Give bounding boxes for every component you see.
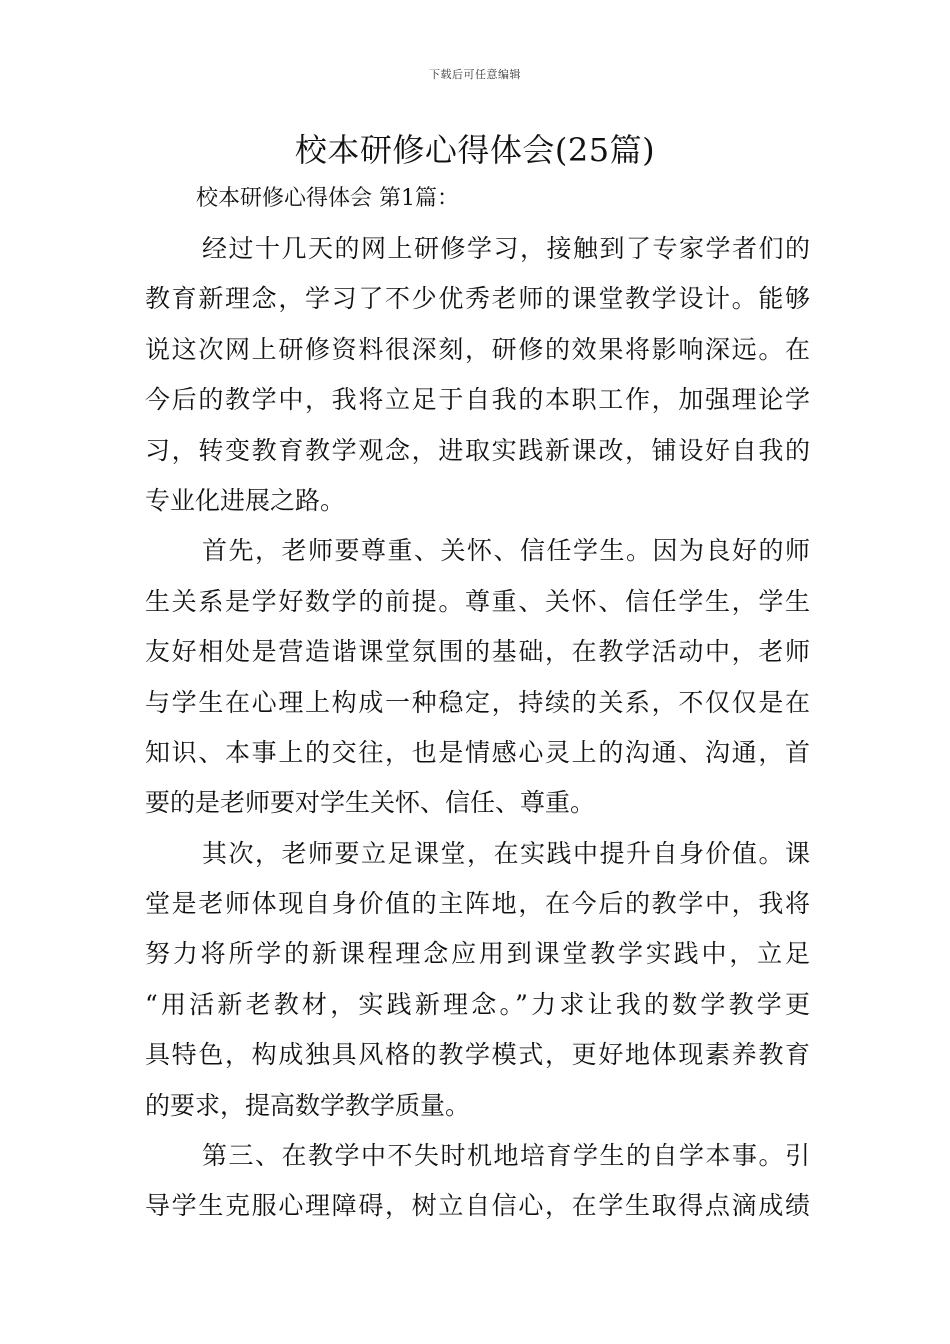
paragraph-2-line-3: 友好相处是营造谐课堂氛围的基础，在教学活动中，老师 [145,637,810,667]
paragraph-2-line-1: 首先，老师要尊重、关怀、信任学生。因为良好的师 [202,536,810,566]
paragraph-3-line-1: 其次，老师要立足课堂，在实践中提升自身价值。课 [202,838,810,868]
paragraph-1-line-3: 说这次网上研修资料很深刻，研修的效果将影响深远。在 [145,334,810,364]
paragraph-1-line-5: 习，转变教育教学观念，进取实践新课改，铺设好自我的 [145,435,810,465]
paragraph-3-line-5: 具特色，构成独具风格的教学模式，更好地体现素养教育 [145,1040,810,1070]
paragraph-4-line-2: 导学生克服心理障碍，树立自信心，在学生取得点滴成绩 [145,1191,810,1221]
paragraph-3-line-6: 的要求，提高数学教学质量。 [145,1090,471,1120]
paragraph-1-line-4: 今后的教学中，我将立足于自我的本职工作，加强理论学 [145,385,810,415]
paragraph-1-line-2: 教育新理念，学习了不少优秀老师的课堂教学设计。能够 [145,284,810,314]
paragraph-3-line-2: 堂是老师体现自身价值的主阵地，在今后的教学中，我将 [145,889,810,919]
paragraph-1-line-6: 专业化进展之路。 [145,485,346,515]
header-note: 下载后可任意编辑 [429,68,521,81]
paragraph-2-line-2: 生关系是学好数学的前提。尊重、关怀、信任学生，学生 [145,586,810,616]
paragraph-3-line-3: 努力将所学的新课程理念应用到课堂教学实践中，立足 [145,939,810,969]
paragraph-2-line-5: 知识、本事上的交往，也是情感心灵上的沟通、沟通，首 [145,737,810,767]
paragraph-3-line-4: “用活新老教材，实践新理念。”力求让我的数学教学更 [145,989,810,1019]
paragraph-2-line-6: 要的是老师要对学生关怀、信任、尊重。 [145,788,596,818]
section-subtitle: 校本研修心得体会 第1篇： [196,186,459,211]
document-body [145,224,810,1232]
paragraph-4-line-1: 第三、在教学中不失时机地培育学生的自学本事。引 [202,1141,810,1171]
paragraph-1-line-1: 经过十几天的网上研修学习，接触到了专家学者们的 [202,234,810,263]
paragraph-2-line-4: 与学生在心理上构成一种稳定，持续的关系，不仅仅是在 [145,687,810,717]
page-title: 校本研修心得体会(25篇) [294,131,656,169]
